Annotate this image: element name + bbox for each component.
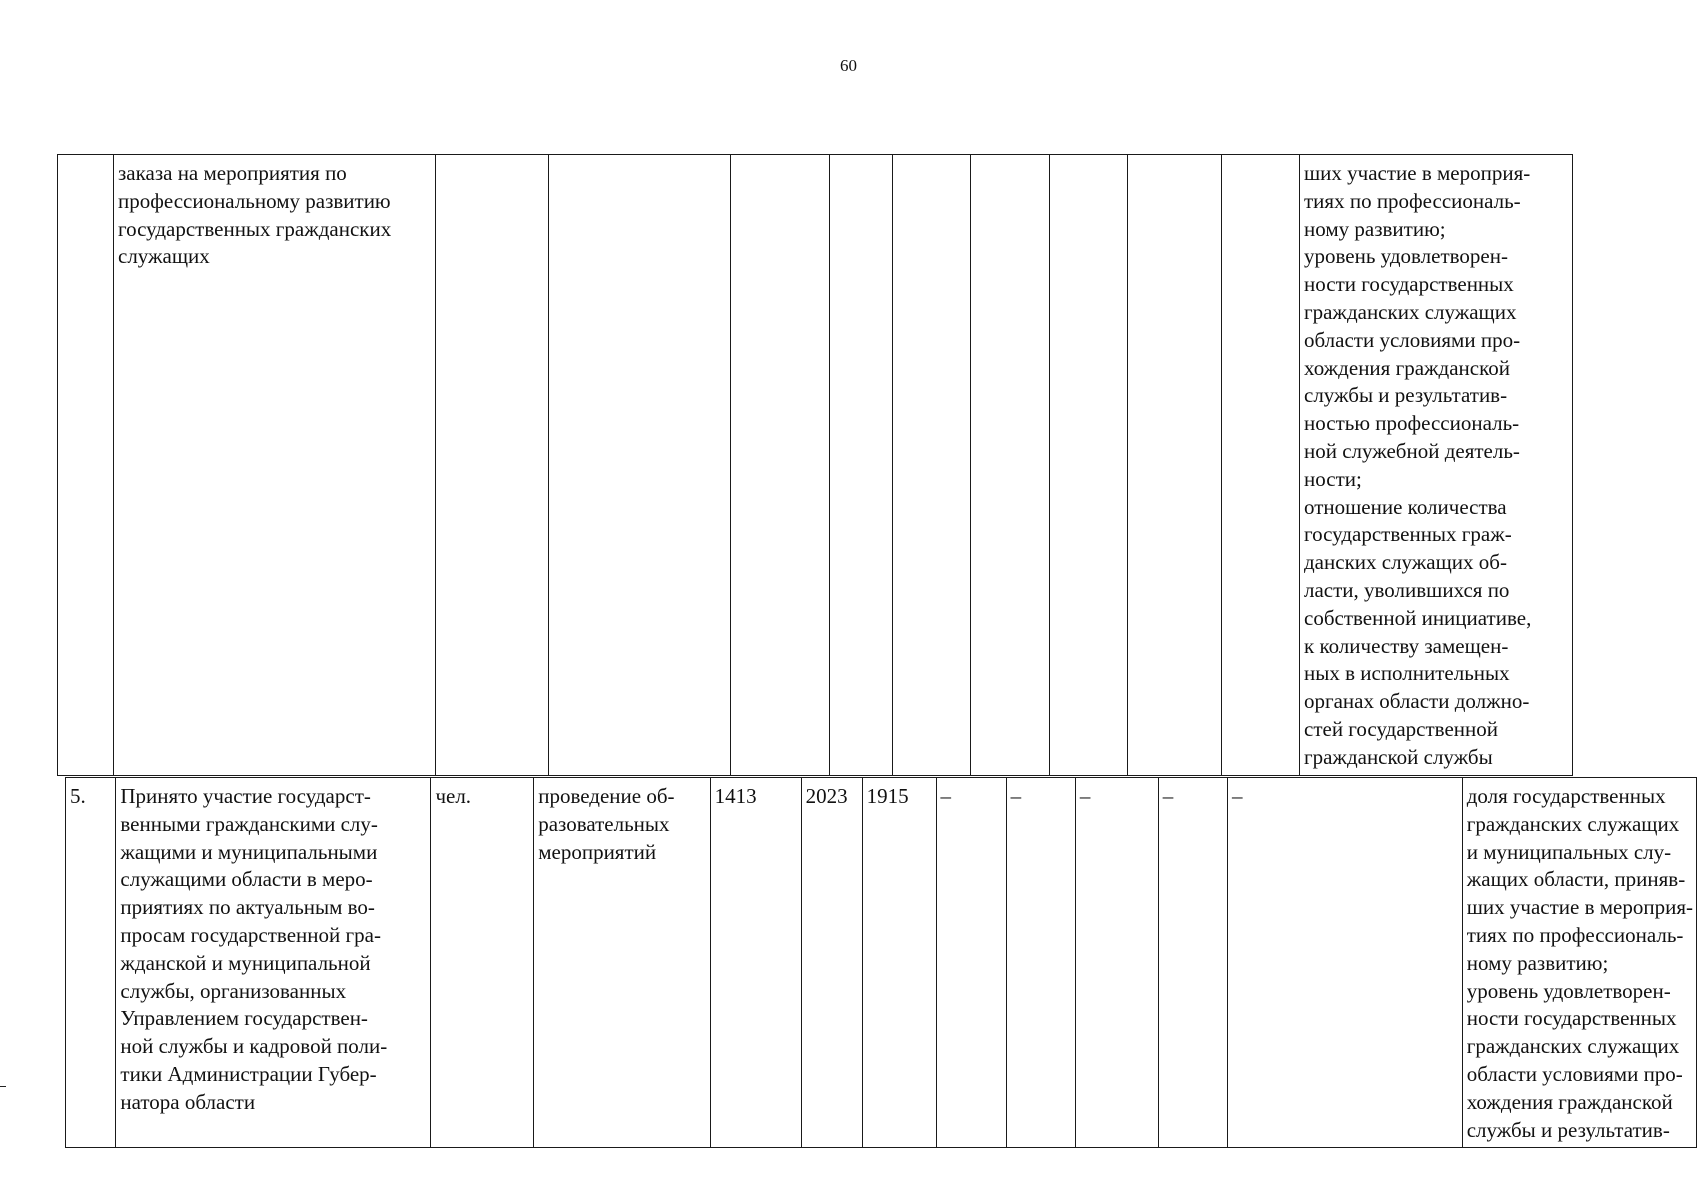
text-line: службы, организованных [120,978,347,1003]
text-line: службы и результатив- [1304,383,1508,408]
text-line: профессиональному развитию [118,188,391,213]
cell-indicators [1462,778,1696,1148]
text-line: ной службы и кадровой поли- [120,1034,388,1059]
text-line: жданской и муниципальной [120,950,371,975]
text-line: просам государственной гра- [120,922,381,947]
text-line: гражданских служащих [1304,299,1517,324]
text-line: и муниципальных слу- [1466,839,1672,864]
text-line: венными гражданскими слу- [120,811,378,836]
cell-unit: чел. [431,778,534,1148]
text-line: ных в исполнительных [1304,661,1510,686]
text-line: государственных гражданских [118,216,392,241]
row5-table [65,777,1697,1148]
cell-method [549,155,731,776]
text-line: Управлением государствен- [120,1006,368,1031]
text-line: мероприятий [538,839,657,864]
text-line: проведение об- [538,784,675,808]
text-line: к количеству замещен- [1304,633,1509,658]
text-line: ному развитию; [1466,950,1609,975]
text-line: жащих области, приняв- [1466,867,1686,892]
cell-value [971,155,1050,776]
description-text [120,783,427,1117]
text-line: приятиях по актуальным во- [120,895,375,920]
text-line: службы и результатив- [1466,1117,1670,1142]
cell-description [116,778,431,1148]
cell-value-1: 1413 [710,778,801,1148]
text-line: ной служебной деятель- [1304,438,1520,463]
text-line: государственных граж- [1304,522,1512,547]
text-line: отношение количества [1304,494,1507,519]
cell-unit [436,155,549,776]
cell-dash-2: – [1006,778,1075,1148]
cell-value [830,155,893,776]
text-line: служащими области в меро- [120,867,373,892]
text-line: ласти, уволившихся по [1304,577,1510,602]
cell-indicators [1300,155,1573,776]
text-line: жащими и муниципальными [120,839,378,864]
text-line: ности государственных [1466,1006,1677,1031]
cell-dash-3: – [1075,778,1158,1148]
text-line: ности государственных [1304,272,1514,297]
text-line: хождения гражданской [1304,355,1510,380]
text-line: заказа на мероприятия по [118,161,347,185]
text-line: служащих [118,244,210,269]
cell-value [1050,155,1128,776]
text-line: стей государственной [1304,716,1498,741]
text-line: собственной инициативе, [1304,605,1532,630]
cell-dash-5: – [1227,778,1462,1148]
text-line: разовательных [538,811,670,836]
table-row [66,778,1697,1148]
cell-value [1128,155,1222,776]
cell-value [1222,155,1300,776]
text-line: органах области должно- [1304,689,1530,714]
text-line: ших участие в мероприя- [1304,161,1531,185]
text-line: ностью профессиональ- [1304,411,1520,436]
cell-method [534,778,710,1148]
text-line: ших участие в мероприя- [1466,895,1693,920]
method-text [538,783,706,866]
cell-value-3: 1915 [862,778,936,1148]
text-line: доля государственных [1466,784,1666,808]
indicators-text [1467,783,1693,1144]
cell-value [893,155,971,776]
text-line: гражданских служащих [1466,1034,1680,1059]
description-text [118,160,432,271]
text-line: гражданских служащих [1466,811,1680,836]
text-line: хождения гражданской [1466,1089,1673,1114]
continuation-table [57,154,1573,776]
cell-number [58,155,114,776]
margin-mark [0,1086,6,1087]
cell-number: 5. [66,778,116,1148]
cell-dash-1: – [936,778,1006,1148]
cell-description [114,155,436,776]
text-line: гражданской службы [1304,744,1493,769]
table-row [58,155,1573,776]
cell-dash-4: – [1158,778,1227,1148]
text-line: данских служащих об- [1304,550,1507,575]
text-line: Принято участие государст- [120,784,371,808]
page-number: 60 [840,56,857,75]
text-line: ному развитию; [1304,216,1446,241]
text-line: области условиями про- [1466,1061,1683,1086]
indicators-text [1304,160,1569,772]
text-line: тики Администрации Губер- [120,1061,377,1086]
cell-value-2: 2023 [801,778,862,1148]
text-line: ности; [1304,466,1362,491]
text-line: уровень удовлетворен- [1466,978,1671,1003]
cell-value [731,155,830,776]
text-line: натора области [120,1089,256,1114]
text-line: тиях по профессиональ- [1466,922,1684,947]
text-line: области условиями про- [1304,327,1521,352]
text-line: уровень удовлетворен- [1304,244,1508,269]
text-line: тиях по профессиональ- [1304,188,1521,213]
